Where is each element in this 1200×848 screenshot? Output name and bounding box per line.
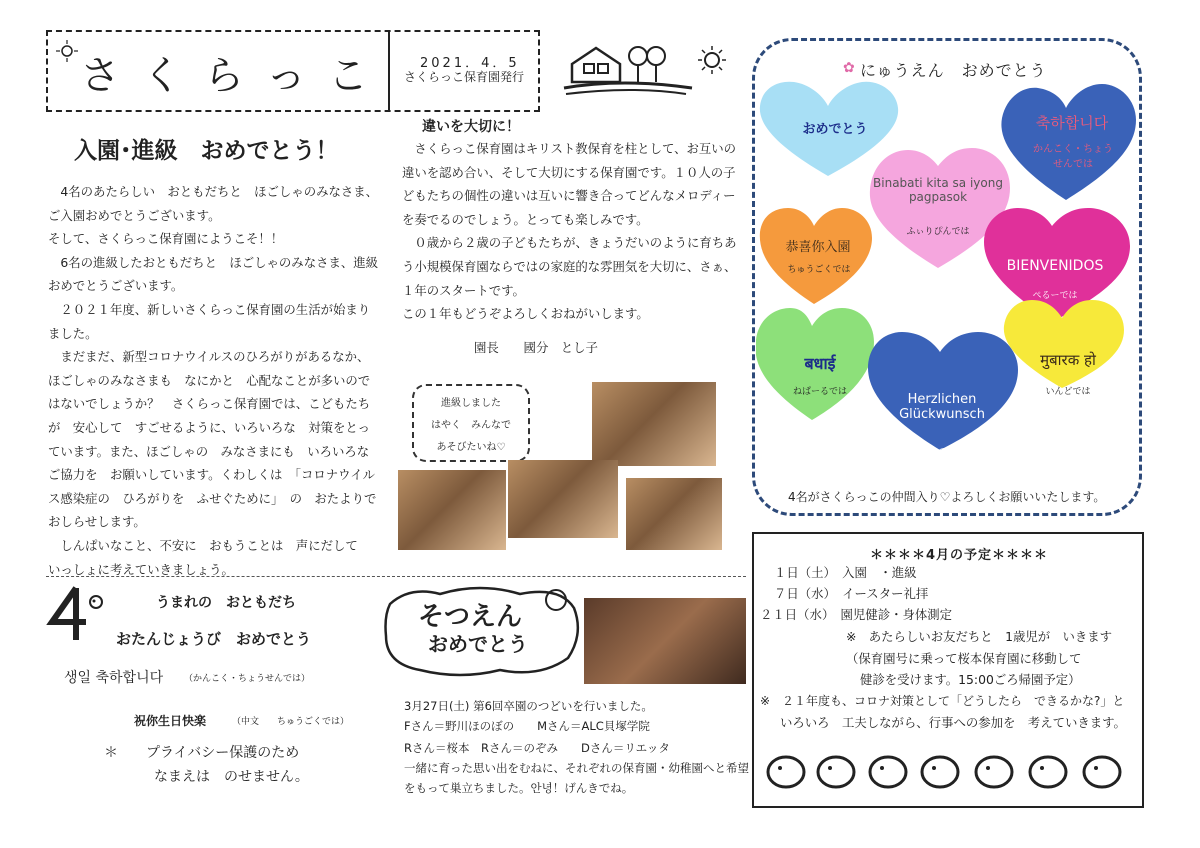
heart-label: बधाई bbox=[804, 354, 836, 373]
newsletter-title: さくらっこ bbox=[80, 53, 390, 99]
heart-sub: ふぃりぴんでは bbox=[906, 227, 970, 237]
heart-label: 축하합니다 bbox=[1035, 114, 1109, 132]
birthday-korean: 생일 축하합니다 bbox=[64, 670, 164, 686]
chick-row bbox=[764, 748, 1134, 792]
graduation-line: をもって巣立ちました。안녕！げんきでね。 bbox=[404, 781, 634, 795]
article2-signature: 園長 國分 とし子 bbox=[474, 340, 598, 355]
schedule-title: ＊＊＊＊4月の予定＊＊＊＊ bbox=[870, 548, 1049, 563]
privacy-note: なまえは のせません。 bbox=[154, 769, 309, 785]
birthday-korean-note: （かんこく・ちょうせんでは） bbox=[184, 674, 311, 684]
heart-sub: ねぱーるでは bbox=[793, 387, 847, 397]
graduation-photo bbox=[584, 598, 746, 684]
heart bbox=[868, 332, 1018, 450]
heart-label: 恭喜你入園 bbox=[785, 240, 851, 255]
graduation-line: Rさん＝桜本 Rさん＝のぞみ Dさん＝リエッタ bbox=[404, 741, 670, 755]
hearts-area bbox=[756, 76, 1140, 484]
hearts-svg bbox=[756, 76, 1140, 484]
schedule-item: ※ あたらしいお友だちと 1歳児が いきます bbox=[846, 629, 1113, 644]
welcome-title: にゅうえん おめでとう bbox=[860, 61, 1047, 80]
number-four-doodle-icon bbox=[46, 584, 110, 646]
birthday-chinese: 祝你生日快楽 bbox=[134, 714, 207, 728]
classroom-photo bbox=[592, 382, 716, 466]
section-divider bbox=[46, 576, 746, 577]
classroom-photo bbox=[508, 460, 618, 538]
photo-note-line: 進級しました bbox=[441, 398, 501, 409]
photo-note-line: あそびたいね♡ bbox=[436, 442, 506, 453]
publisher: さくらっこ保育園発行 bbox=[404, 70, 525, 84]
heart-label: Herzlichen Glückwunsch bbox=[899, 392, 985, 422]
title-divider bbox=[388, 30, 390, 112]
graduation-badge-line1: そつえん bbox=[418, 602, 523, 632]
schedule-item: ２１日（水） 園児健診・身体測定 bbox=[760, 607, 953, 622]
heart bbox=[760, 208, 872, 304]
birthday-title1: うまれの おともだち bbox=[156, 595, 296, 611]
heart-sub: いんどでは bbox=[1045, 387, 1091, 397]
schedule-item: いろいろ 工夫しながら、行事への参加を 考えていきます。 bbox=[780, 715, 1126, 730]
graduation-line: Fさん＝野川ほのぼの Mさん＝ALC貝塚学院 bbox=[404, 719, 650, 733]
article1-body: 4名のあたらしい おともだちと ほごしゃのみなさま、ご入園おめでとうございます。 そして、さくらっこ保育園にようこそ！！ 6名の進級したおともだちと ほごしゃのみなさま、進級おめでとうございます。 ２０２１年度、新しいさくらっこ保育園の生活が始まりました。 まだまだ、新型コロナウイルスのひろがりがあるなか、ほごしゃのみなさまも なにかと 心配なことが多いのではないでしょうか？ さくらっこ保育園では、こどもたちが 安心して すごせるように、いろいろな 対策をとっています。また、ほごしゃの みなさまにも いろいろな ご協力を お願いしています。くわしくは 「コロナウイルス感染症の ひろがりを ふせぐために」 の おたよりで おしらせします。 しんぱいなこと、不安に おもうことは 声にだして いっしょに考えていきましょう。 bbox=[48, 184, 379, 577]
issue-date: 2021．4．5 bbox=[420, 56, 520, 71]
flower-icon: ✿ bbox=[843, 60, 855, 76]
photo-note-line: はやく みんなで bbox=[431, 420, 511, 431]
schedule-item: 健診を受けます。15:00ごろ帰園予定） bbox=[860, 672, 1081, 687]
article2-body: さくらっこ保育園はキリスト教保育を柱として、お互いの違いを認め合い、そして大切にする保育園です。１０人の子どもたちの個性の違いは互いに響き合ってどんなメロディーを奏でるのでしょう。とっても楽しみです。 ０歳から２歳の子どもたちが、きょうだいのように育ちあう小規模保育園ならではの家庭的な雰囲気を大切に、さぁ、１年のスタートです。 この１年もどうぞよろしくおねがいします。 bbox=[402, 141, 737, 322]
classroom-photo bbox=[398, 470, 506, 550]
heart-sub: ちゅうごくでは bbox=[787, 265, 851, 275]
schedule-item: １日（土） 入園 ・進級 bbox=[774, 565, 917, 580]
graduation-line: 3月27日(土) 第6回卒園のつどいを行いました。 bbox=[404, 699, 653, 713]
article1-headline: 入園･進級 おめでとう！ bbox=[74, 138, 339, 164]
heart-label: मुबारक हो bbox=[1040, 351, 1096, 369]
heart-label: Binabati kita sa iyong pagpasok bbox=[873, 176, 1003, 204]
schedule-item: ７日（水） イースター礼拝 bbox=[774, 586, 929, 601]
schedule-item: （保育園号に乗って桜本保育園に移動して bbox=[846, 651, 1082, 666]
welcome-footer: 4名がさくらっこの仲間入り♡よろしくお願いいたします。 bbox=[788, 490, 1106, 504]
heart-label: おめでとう bbox=[802, 122, 868, 137]
classroom-photo bbox=[626, 478, 722, 550]
sun-doodle-icon bbox=[56, 40, 78, 62]
heart-sub: ぺるーでは bbox=[1032, 291, 1078, 301]
article2-headline: 違いを大切に！ bbox=[422, 119, 520, 135]
schedule-item: ※ ２１年度も、コロナ対策として「どうしたら できるかな?」と bbox=[760, 694, 1125, 708]
heart-label: BIENVENIDOS bbox=[1006, 258, 1104, 274]
birthday-chinese-note: （中文 ちゅうごくでは） bbox=[232, 717, 350, 727]
graduation-badge-line2: おめでとう bbox=[428, 632, 528, 656]
birthday-title2: おたんじょうび おめでとう bbox=[116, 630, 312, 648]
heart-sub: どいつでは bbox=[919, 447, 965, 457]
house-illustration-icon bbox=[562, 42, 742, 104]
privacy-note: ＊ プライバシー保護のため bbox=[104, 745, 300, 761]
graduation-line: 一緒に育った思い出をむねに、それぞれの保育園・幼稚園へと希望 bbox=[404, 761, 749, 775]
heart-sub: かんこく・ちょうせんでは bbox=[1033, 144, 1113, 170]
